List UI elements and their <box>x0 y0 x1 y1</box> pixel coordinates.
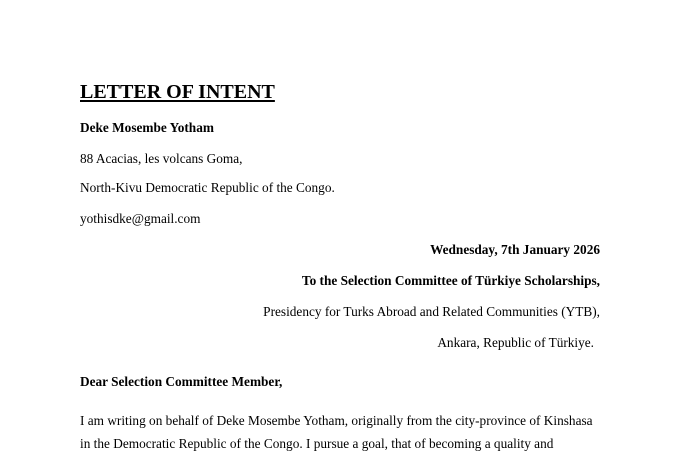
recipient-line2: Presidency for Turks Abroad and Related Communities (YTB), <box>263 304 600 319</box>
sender-address-line2: North-Kivu Democratic Republic of the Congo. <box>80 180 335 195</box>
letter-title: LETTER OF INTENT <box>80 81 275 103</box>
body-line-1: I am writing on behalf of Deke Mosembe Yotham, originally from the city-province of Kinshasa <box>80 413 593 428</box>
recipient-line1: To the Selection Committee of Türkiye Scholarships, <box>301 273 600 288</box>
letter-date: Wednesday, 7th January 2026 <box>430 242 600 257</box>
sender-email: yothisdke@gmail.com <box>80 211 201 226</box>
recipient-line3: Ankara, Republic of Türkiye. <box>437 335 594 350</box>
salutation: Dear Selection Committee Member, <box>80 374 283 389</box>
sender-address-line1: 88 Acacias, les volcans Goma, <box>80 151 243 166</box>
body-line-2: in the Democratic Republic of the Congo. I pursue a goal, that of becoming a quality and <box>80 436 554 451</box>
sender-name: Deke Mosembe Yotham <box>80 120 214 135</box>
